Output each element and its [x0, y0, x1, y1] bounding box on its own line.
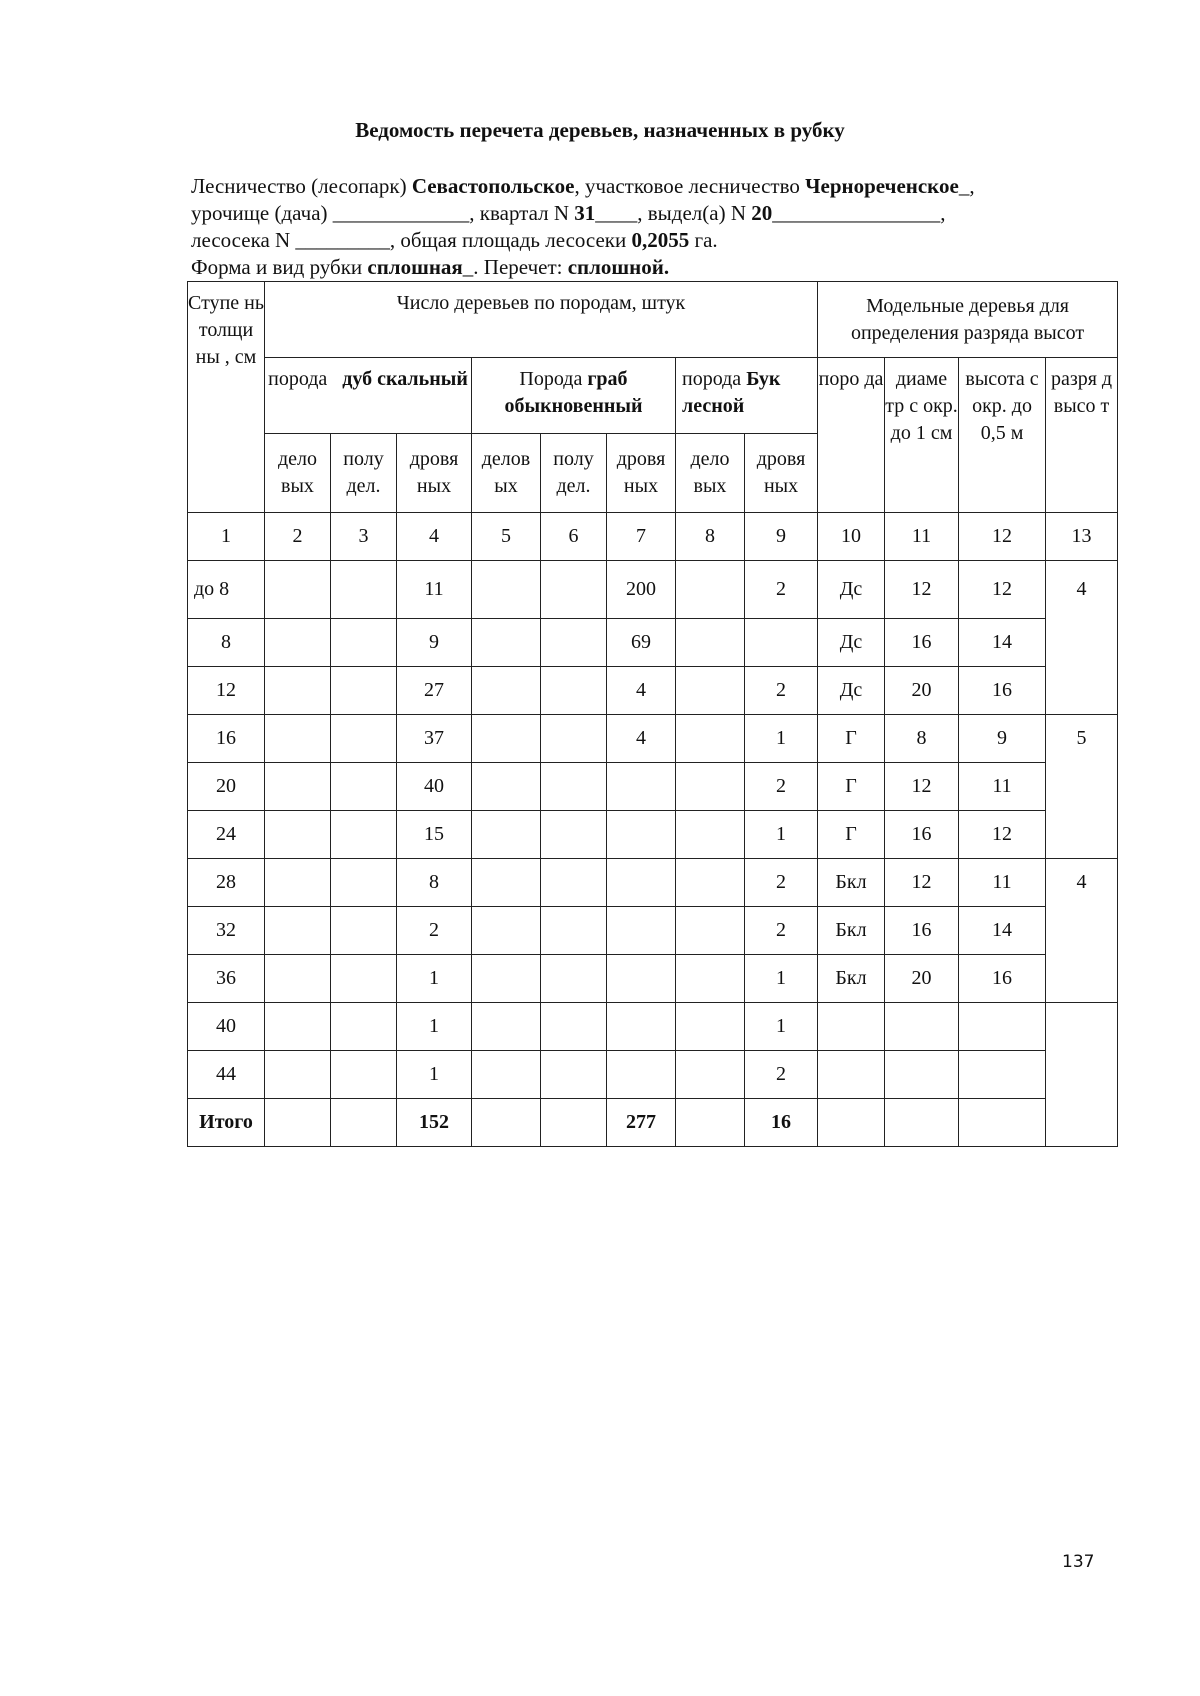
- document-header: [191, 173, 1131, 281]
- model-diameter: 16: [885, 907, 959, 955]
- table-cell: [676, 561, 745, 619]
- table-cell: [331, 1099, 397, 1147]
- thickness-step: 12: [188, 667, 265, 715]
- height-rank: 4: [1046, 561, 1118, 715]
- column-number: 4: [397, 513, 472, 561]
- total-beech-firewood: 16: [745, 1099, 818, 1147]
- model-diameter: 12: [885, 561, 959, 619]
- table-cell: 4: [607, 667, 676, 715]
- table-cell: [541, 763, 607, 811]
- table-cell: 2: [745, 859, 818, 907]
- table-cell: 2: [397, 907, 472, 955]
- table-cell: [331, 667, 397, 715]
- column-number: 5: [472, 513, 541, 561]
- page-number: 137: [1062, 1552, 1095, 1572]
- subheader-cell: полу дел.: [541, 434, 607, 513]
- table-cell: [607, 1003, 676, 1051]
- model-diameter: 16: [885, 619, 959, 667]
- table-cell: [607, 955, 676, 1003]
- table-cell: [472, 763, 541, 811]
- model-height: 16: [959, 955, 1046, 1003]
- table-cell: [541, 907, 607, 955]
- column-number: 10: [818, 513, 885, 561]
- table-cell: 1: [745, 715, 818, 763]
- table-cell: [265, 859, 331, 907]
- table-row: [188, 907, 1118, 955]
- table-cell: [676, 859, 745, 907]
- model-breed: Дс: [818, 619, 885, 667]
- thickness-step: 40: [188, 1003, 265, 1051]
- thickness-step: 24: [188, 811, 265, 859]
- table-cell: [265, 811, 331, 859]
- table-cell: [265, 763, 331, 811]
- table-cell: [676, 763, 745, 811]
- table-cell: [541, 1099, 607, 1147]
- header-height: высота с окр. до 0,5 м: [959, 358, 1046, 513]
- table-cell: [265, 715, 331, 763]
- column-number: 6: [541, 513, 607, 561]
- model-breed: Дс: [818, 667, 885, 715]
- thickness-step: 44: [188, 1051, 265, 1099]
- header-thickness-step: Ступе нь толщи ны , см: [188, 282, 265, 513]
- model-breed: Г: [818, 715, 885, 763]
- model-breed: [818, 1003, 885, 1051]
- table-cell: [472, 955, 541, 1003]
- table-cell: [676, 907, 745, 955]
- table-cell: 40: [397, 763, 472, 811]
- table-cell: [541, 811, 607, 859]
- header-model-trees: Модельные деревья для определения разряда высот: [818, 282, 1118, 358]
- thickness-step: 32: [188, 907, 265, 955]
- table-cell: [676, 619, 745, 667]
- table-cell: 15: [397, 811, 472, 859]
- table-cell: [265, 1099, 331, 1147]
- total-hornbeam-firewood: 277: [607, 1099, 676, 1147]
- table-cell: [959, 1099, 1046, 1147]
- table-cell: [607, 811, 676, 859]
- table-cell: [607, 859, 676, 907]
- subheader-cell: дело вых: [265, 434, 331, 513]
- model-diameter: 12: [885, 859, 959, 907]
- model-diameter: [885, 1051, 959, 1099]
- table-cell: [265, 907, 331, 955]
- column-number: 3: [331, 513, 397, 561]
- model-height: [959, 1051, 1046, 1099]
- model-height: 12: [959, 561, 1046, 619]
- table-cell: [541, 561, 607, 619]
- table-cell: 2: [745, 907, 818, 955]
- subheader-cell: дело вых: [676, 434, 745, 513]
- table-cell: [676, 1051, 745, 1099]
- table-cell: 1: [745, 955, 818, 1003]
- table-cell: 1: [397, 1051, 472, 1099]
- header-breed: поро да: [818, 358, 885, 513]
- subheader-cell: делов ых: [472, 434, 541, 513]
- table-cell: [676, 1099, 745, 1147]
- height-rank: 4: [1046, 859, 1118, 1003]
- table-cell: [818, 1099, 885, 1147]
- table-row: [188, 619, 1118, 667]
- model-height: 11: [959, 763, 1046, 811]
- subheader-cell: дровя ных: [397, 434, 472, 513]
- header-diameter: диаме тр с окр. до 1 см: [885, 358, 959, 513]
- model-height: 14: [959, 907, 1046, 955]
- table-row: [188, 1003, 1118, 1051]
- header-height-rank: разря д высо т: [1046, 358, 1118, 513]
- table-row: [188, 955, 1118, 1003]
- table-row: [188, 1051, 1118, 1099]
- table-cell: 1: [745, 811, 818, 859]
- column-number: 11: [885, 513, 959, 561]
- page-title: Ведомость перечета деревьев, назначенных в рубку: [355, 118, 845, 142]
- model-breed: Дс: [818, 561, 885, 619]
- table-cell: 27: [397, 667, 472, 715]
- model-breed: Г: [818, 811, 885, 859]
- table-cell: 200: [607, 561, 676, 619]
- table-cell: 9: [397, 619, 472, 667]
- thickness-step: 20: [188, 763, 265, 811]
- model-breed: Бкл: [818, 955, 885, 1003]
- table-cell: [676, 811, 745, 859]
- table-cell: 4: [607, 715, 676, 763]
- column-number: 2: [265, 513, 331, 561]
- header-species-beech: порода Бук лесной: [676, 358, 818, 434]
- model-height: 12: [959, 811, 1046, 859]
- table-cell: [541, 859, 607, 907]
- table-cell: 2: [745, 667, 818, 715]
- subheader-cell: полу дел.: [331, 434, 397, 513]
- header-line-cutting: Форма и вид рубки сплошная_. Перечет: сплошной.: [191, 255, 670, 279]
- table-cell: [472, 1051, 541, 1099]
- column-number: 13: [1046, 513, 1118, 561]
- table-cell: [265, 955, 331, 1003]
- table-cell: [331, 811, 397, 859]
- table-cell: [472, 811, 541, 859]
- table-row: [188, 667, 1118, 715]
- total-label: Итого: [188, 1099, 265, 1147]
- table-cell: [472, 859, 541, 907]
- table-cell: [607, 1051, 676, 1099]
- table-cell: [265, 561, 331, 619]
- model-height: 14: [959, 619, 1046, 667]
- table-cell: 8: [397, 859, 472, 907]
- table-cell: 2: [745, 561, 818, 619]
- table-cell: [541, 955, 607, 1003]
- table-row: [188, 715, 1118, 763]
- header-line-area: лесосека N _________, общая площадь лесосеки 0,2055 га.: [191, 228, 718, 252]
- model-breed: Г: [818, 763, 885, 811]
- table-cell: [331, 1051, 397, 1099]
- table-row: [188, 859, 1118, 907]
- model-diameter: [885, 1003, 959, 1051]
- tree-count-table: [187, 281, 1118, 1147]
- table-cell: [265, 619, 331, 667]
- header-line-location: урочище (дача) _____________, квартал N 31____, выдел(а) N 20________________,: [191, 201, 946, 225]
- table-cell: [472, 619, 541, 667]
- thickness-step: 8: [188, 619, 265, 667]
- table-cell: [265, 1051, 331, 1099]
- table-cell: [676, 1003, 745, 1051]
- subheader-cell: дровя ных: [607, 434, 676, 513]
- thickness-step: 16: [188, 715, 265, 763]
- table-row: [188, 811, 1118, 859]
- table-cell: [541, 1003, 607, 1051]
- total-oak-firewood: 152: [397, 1099, 472, 1147]
- model-height: 16: [959, 667, 1046, 715]
- height-rank: 5: [1046, 715, 1118, 859]
- table-cell: [331, 859, 397, 907]
- column-number: 1: [188, 513, 265, 561]
- subheader-cell: дровя ных: [745, 434, 818, 513]
- table-cell: [472, 715, 541, 763]
- table-cell: [265, 667, 331, 715]
- table-cell: [745, 619, 818, 667]
- column-number: 7: [607, 513, 676, 561]
- model-height: [959, 1003, 1046, 1051]
- table-cell: [331, 619, 397, 667]
- table-cell: 1: [745, 1003, 818, 1051]
- model-diameter: 8: [885, 715, 959, 763]
- table-cell: [331, 907, 397, 955]
- table-cell: [331, 955, 397, 1003]
- table-cell: [885, 1099, 959, 1147]
- thickness-step: до 8: [188, 561, 265, 619]
- column-number: 9: [745, 513, 818, 561]
- table-cell: [541, 715, 607, 763]
- table-cell: [676, 715, 745, 763]
- model-height: 11: [959, 859, 1046, 907]
- thickness-step: 36: [188, 955, 265, 1003]
- column-number-row: [188, 513, 1118, 561]
- table-cell: [331, 763, 397, 811]
- header-species-oak: порода дуб скальный: [265, 358, 472, 434]
- table-cell: [472, 907, 541, 955]
- table-cell: 37: [397, 715, 472, 763]
- model-breed: [818, 1051, 885, 1099]
- column-number: 12: [959, 513, 1046, 561]
- table-row: [188, 763, 1118, 811]
- model-diameter: 16: [885, 811, 959, 859]
- table-cell: [331, 561, 397, 619]
- model-diameter: 12: [885, 763, 959, 811]
- table-cell: [472, 667, 541, 715]
- table-row: [188, 561, 1118, 619]
- table-cell: [676, 955, 745, 1003]
- table-cell: [265, 1003, 331, 1051]
- table-cell: 69: [607, 619, 676, 667]
- table-cell: [541, 1051, 607, 1099]
- table-cell: [607, 907, 676, 955]
- model-diameter: 20: [885, 667, 959, 715]
- table-cell: 1: [397, 1003, 472, 1051]
- table-cell: 2: [745, 1051, 818, 1099]
- table-cell: 2: [745, 763, 818, 811]
- table-cell: [472, 561, 541, 619]
- table-cell: [607, 763, 676, 811]
- table-cell: [472, 1003, 541, 1051]
- table-cell: [331, 715, 397, 763]
- header-tree-count: Число деревьев по породам, штук: [265, 282, 818, 358]
- model-breed: Бкл: [818, 907, 885, 955]
- column-number: 8: [676, 513, 745, 561]
- table-cell: 1: [397, 955, 472, 1003]
- header-line-forestry: Лесничество (лесопарк) Севастопольское, участковое лесничество Чернореченское_,: [191, 174, 975, 198]
- header-species-hornbeam: Порода граб обыкновенный: [472, 358, 676, 434]
- total-row: [188, 1099, 1118, 1147]
- thickness-step: 28: [188, 859, 265, 907]
- table-cell: 11: [397, 561, 472, 619]
- height-rank: [1046, 1003, 1118, 1147]
- table-cell: [541, 619, 607, 667]
- model-diameter: 20: [885, 955, 959, 1003]
- table-cell: [331, 1003, 397, 1051]
- model-breed: Бкл: [818, 859, 885, 907]
- table-cell: [676, 667, 745, 715]
- table-cell: [541, 667, 607, 715]
- table-cell: [472, 1099, 541, 1147]
- model-height: 9: [959, 715, 1046, 763]
